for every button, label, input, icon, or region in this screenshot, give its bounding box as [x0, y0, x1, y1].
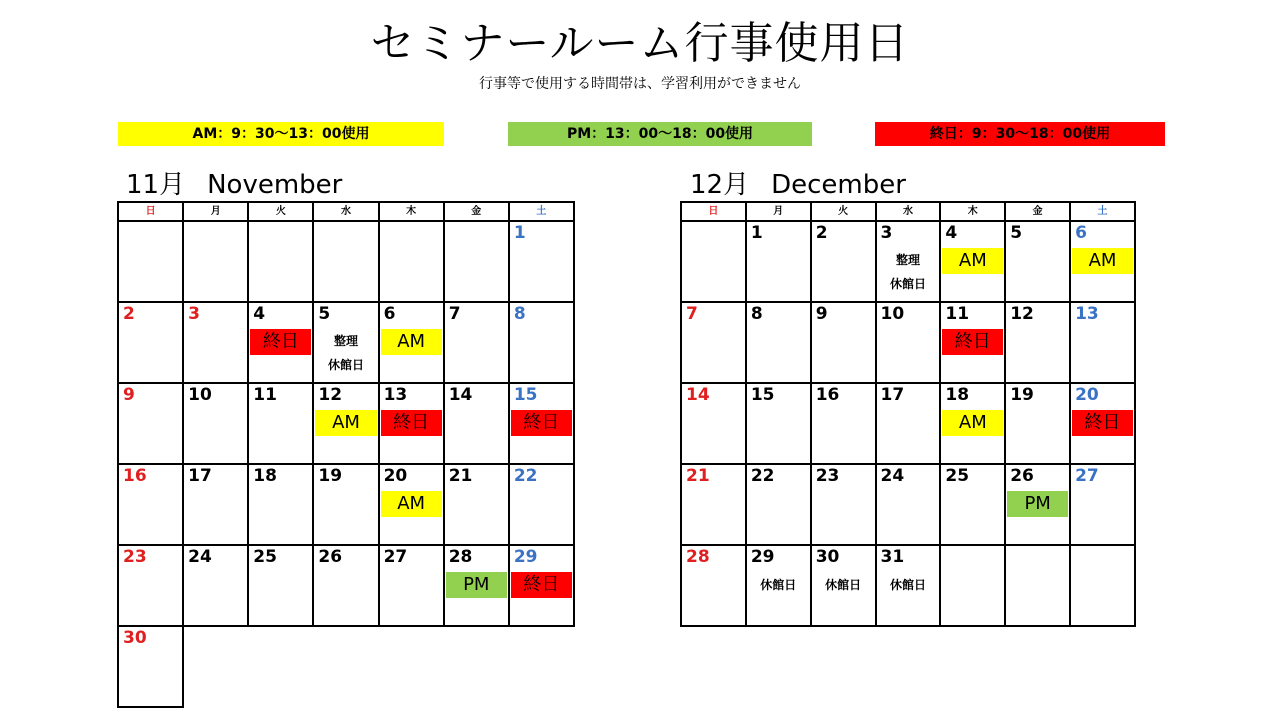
weekday-header: 水 [876, 202, 941, 221]
weekday-header: 土 [1070, 202, 1135, 221]
day-number: 3 [188, 304, 200, 324]
day-cell [811, 221, 876, 302]
day-cell [1005, 302, 1070, 383]
usage-badge-full: 終日 [1072, 410, 1133, 436]
day-cell [183, 383, 248, 464]
day-number: 12 [318, 385, 343, 405]
day-number: 2 [815, 223, 828, 243]
day-cell [248, 545, 313, 626]
legend-pm: PM：13：00〜18：00使用 [508, 122, 812, 146]
empty-space [379, 626, 444, 707]
empty-space [313, 626, 378, 707]
day-cell [746, 383, 811, 464]
day-cell [444, 545, 509, 626]
day-number: 5 [318, 304, 331, 324]
december-heading [690, 168, 906, 202]
day-number: 20 [383, 466, 408, 486]
day-number: 11 [945, 304, 970, 324]
calendar-week [681, 221, 1135, 302]
day-cell [118, 626, 183, 707]
day-cell [379, 545, 444, 626]
weekday-header: 木 [379, 202, 444, 221]
calendar-week [681, 545, 1135, 626]
day-number: 15 [750, 385, 775, 405]
day-cell [811, 302, 876, 383]
day-cell [1005, 464, 1070, 545]
november-heading [126, 168, 342, 202]
day-cell [118, 383, 183, 464]
day-cell [940, 221, 1005, 302]
empty-day-cell [183, 221, 248, 302]
empty-day-cell [1070, 545, 1135, 626]
empty-day-cell [379, 221, 444, 302]
usage-badge-am: AM [381, 329, 442, 355]
day-note [314, 329, 377, 377]
day-number: 18 [253, 466, 277, 486]
day-number: 22 [513, 466, 538, 486]
day-number: 4 [945, 223, 958, 243]
day-number: 1 [750, 223, 763, 243]
day-cell [313, 464, 378, 545]
day-cell [118, 545, 183, 626]
legend-am: AM：9：30〜13：00使用 [118, 122, 444, 146]
november-month-label: 11月 [126, 170, 186, 200]
day-cell [876, 545, 941, 626]
day-cell [811, 383, 876, 464]
usage-badge-full: 終日 [942, 329, 1003, 355]
empty-day-cell [248, 221, 313, 302]
day-number: 15 [513, 385, 538, 405]
day-cell [183, 545, 248, 626]
day-number: 10 [188, 385, 212, 405]
day-number: 29 [750, 547, 775, 567]
weekday-header: 火 [248, 202, 313, 221]
empty-day-cell [1005, 545, 1070, 626]
day-cell [681, 302, 746, 383]
tidy-note: 整理 [333, 334, 358, 348]
day-number: 8 [750, 304, 763, 324]
day-number: 5 [1010, 223, 1023, 243]
day-cell [118, 302, 183, 383]
empty-day-cell [313, 221, 378, 302]
empty-space [509, 626, 574, 707]
day-cell [248, 383, 313, 464]
day-number: 21 [448, 466, 473, 486]
day-number: 29 [513, 547, 538, 567]
empty-space [183, 626, 248, 707]
day-cell [248, 302, 313, 383]
closed-note: 休館日 [760, 578, 797, 592]
closed-note: 休館日 [889, 277, 926, 291]
day-cell [248, 464, 313, 545]
usage-badge-full: 終日 [511, 572, 572, 598]
day-cell [940, 464, 1005, 545]
day-number: 14 [686, 385, 710, 405]
usage-badge-full: 終日 [511, 410, 572, 436]
day-number: 26 [1010, 466, 1034, 486]
weekday-header: 水 [313, 202, 378, 221]
day-cell [1070, 464, 1135, 545]
day-number: 7 [686, 304, 698, 324]
day-number: 10 [880, 304, 905, 324]
day-cell [876, 221, 941, 302]
calendar-week [118, 221, 574, 302]
day-cell [1070, 221, 1135, 302]
day-number: 23 [815, 466, 840, 486]
weekday-header: 木 [940, 202, 1005, 221]
day-number: 17 [188, 466, 212, 486]
usage-badge-am: AM [942, 248, 1003, 274]
calendar-week [118, 383, 574, 464]
usage-badge-full: 終日 [381, 410, 442, 436]
tidy-note: 整理 [895, 253, 920, 267]
day-number: 4 [253, 304, 266, 324]
day-cell [681, 545, 746, 626]
usage-badge-pm: PM [446, 572, 507, 598]
day-cell [444, 464, 509, 545]
calendar-week [681, 302, 1135, 383]
day-number: 26 [318, 547, 343, 567]
day-number: 19 [1010, 385, 1034, 405]
day-number: 25 [253, 547, 277, 567]
day-cell [509, 302, 574, 383]
day-cell [811, 464, 876, 545]
december-calendar [680, 201, 1136, 627]
day-number: 24 [188, 547, 212, 567]
day-cell [118, 464, 183, 545]
closed-note: 休館日 [327, 358, 364, 372]
day-number: 12 [1010, 304, 1034, 324]
day-number: 6 [1075, 223, 1087, 243]
day-cell [509, 221, 574, 302]
day-number: 27 [1075, 466, 1099, 486]
empty-day-cell [940, 545, 1005, 626]
day-cell [746, 464, 811, 545]
day-cell [940, 302, 1005, 383]
day-number: 28 [686, 547, 710, 567]
day-cell [313, 545, 378, 626]
day-number: 27 [383, 547, 408, 567]
day-cell [379, 464, 444, 545]
empty-space [444, 626, 509, 707]
day-number: 19 [318, 466, 343, 486]
day-number: 16 [815, 385, 840, 405]
day-cell [183, 302, 248, 383]
day-cell [379, 383, 444, 464]
day-number: 18 [945, 385, 970, 405]
weekday-header: 日 [118, 202, 183, 221]
day-cell [183, 464, 248, 545]
usage-badge-am: AM [381, 491, 442, 517]
day-cell [444, 302, 509, 383]
day-number: 20 [1075, 385, 1099, 405]
day-cell [876, 302, 941, 383]
day-cell [746, 545, 811, 626]
legend-full-day: 終日：9：30〜18：00使用 [875, 122, 1165, 146]
day-cell [681, 464, 746, 545]
day-cell [509, 464, 574, 545]
day-number: 17 [880, 385, 905, 405]
day-cell [746, 302, 811, 383]
day-cell [811, 545, 876, 626]
day-number: 6 [383, 304, 396, 324]
empty-space [248, 626, 313, 707]
calendar-week [118, 626, 574, 707]
november-month-name: November [207, 170, 343, 200]
day-number: 9 [123, 385, 135, 405]
december-month-label: 12月 [690, 170, 750, 200]
calendar-week [681, 464, 1135, 545]
day-number: 8 [513, 304, 526, 324]
day-cell [1005, 221, 1070, 302]
usage-badge-pm: PM [1007, 491, 1068, 517]
day-number: 25 [945, 466, 970, 486]
day-cell [1070, 383, 1135, 464]
usage-badge-am: AM [942, 410, 1003, 436]
page-title: セミナールーム行事使用日 [370, 18, 910, 69]
weekday-header: 金 [1005, 202, 1070, 221]
calendar-week [118, 464, 574, 545]
day-number: 24 [880, 466, 905, 486]
day-cell [876, 464, 941, 545]
day-number: 13 [383, 385, 408, 405]
empty-day-cell [681, 221, 746, 302]
page-subtitle: 行事等で使用する時間帯は、学習利用ができません [479, 76, 801, 92]
day-number: 31 [880, 547, 905, 567]
day-cell [940, 383, 1005, 464]
usage-badge-full: 終日 [250, 329, 311, 355]
day-number: 16 [123, 466, 147, 486]
november-calendar [117, 201, 575, 708]
day-cell [509, 545, 574, 626]
day-cell [746, 221, 811, 302]
day-number: 11 [253, 385, 277, 405]
day-number: 23 [123, 547, 147, 567]
calendar-week [118, 302, 574, 383]
closed-note: 休館日 [825, 578, 862, 592]
day-number: 28 [448, 547, 473, 567]
day-cell [444, 383, 509, 464]
weekday-header: 月 [746, 202, 811, 221]
closed-note: 休館日 [889, 578, 926, 592]
day-cell [876, 383, 941, 464]
weekday-header: 土 [509, 202, 574, 221]
day-number: 1 [513, 223, 526, 243]
day-number: 9 [815, 304, 828, 324]
usage-badge-am: AM [1072, 248, 1133, 274]
day-cell [1005, 383, 1070, 464]
day-number: 7 [448, 304, 461, 324]
weekday-header: 金 [444, 202, 509, 221]
usage-badge-am: AM [315, 410, 376, 436]
day-number: 30 [815, 547, 840, 567]
day-number: 2 [123, 304, 135, 324]
weekday-header: 火 [811, 202, 876, 221]
empty-day-cell [444, 221, 509, 302]
day-number: 22 [750, 466, 775, 486]
day-cell [1070, 302, 1135, 383]
empty-day-cell [118, 221, 183, 302]
day-number: 21 [686, 466, 710, 486]
day-cell [379, 302, 444, 383]
day-note [877, 248, 940, 296]
day-cell [313, 302, 378, 383]
day-cell [509, 383, 574, 464]
december-month-name: December [771, 170, 906, 200]
day-number: 14 [448, 385, 473, 405]
calendar-week [681, 383, 1135, 464]
day-number: 3 [880, 223, 893, 243]
day-number: 13 [1075, 304, 1099, 324]
weekday-header: 月 [183, 202, 248, 221]
day-cell [313, 383, 378, 464]
weekday-header: 日 [681, 202, 746, 221]
day-number: 30 [123, 628, 147, 648]
calendar-week [118, 545, 574, 626]
day-cell [681, 383, 746, 464]
